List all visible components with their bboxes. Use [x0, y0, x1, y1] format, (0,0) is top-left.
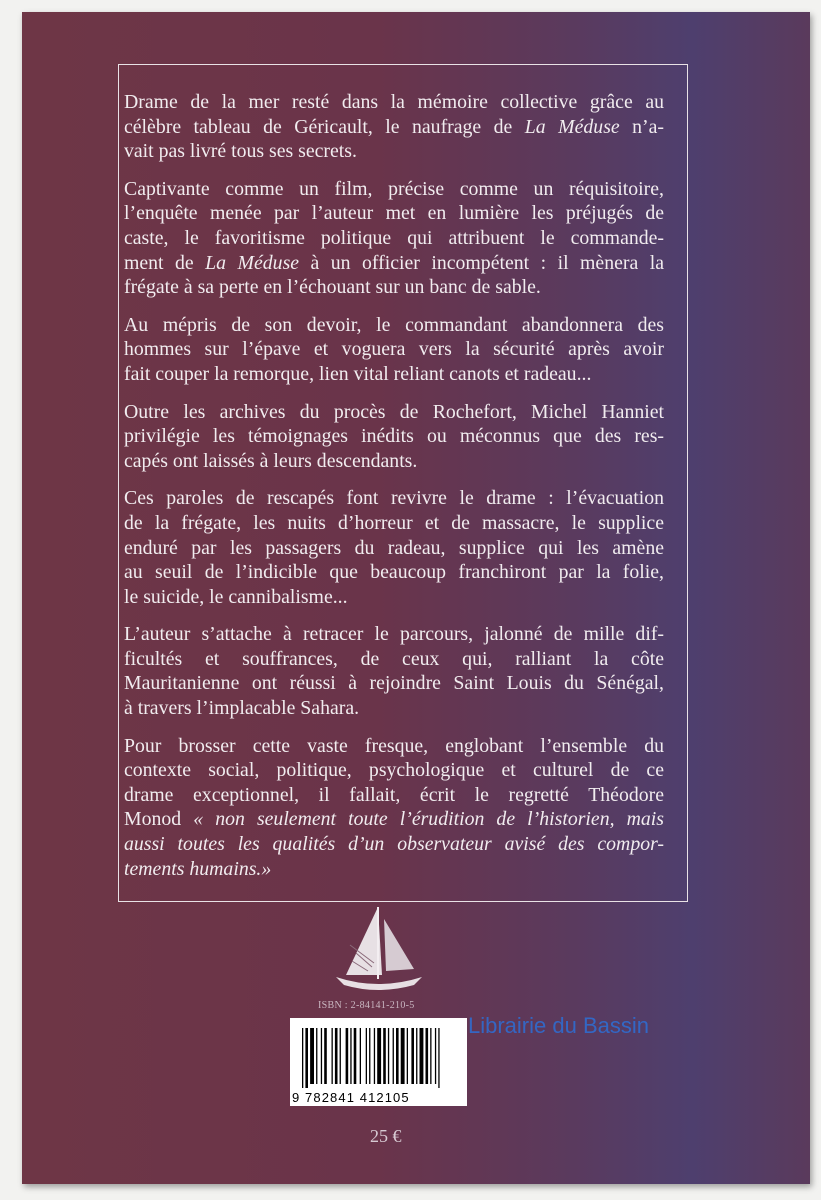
barcode-bars [302, 1028, 458, 1088]
italic-text: « non seulement toute l’érudition de l’historien, mais [193, 808, 664, 831]
paragraph [124, 313, 664, 387]
barcode-bar [374, 1028, 375, 1084]
text-segment: l’enquête menée par l’auteur met en lumière les préjugés de [124, 202, 664, 225]
text-line [124, 400, 664, 425]
barcode-bar [393, 1028, 394, 1084]
text-segment: le suicide, le cannibalisme... [124, 585, 348, 608]
barcode-bar [366, 1028, 367, 1084]
text-segment: Drame de la mer resté dans la mémoire collective grâce au [124, 91, 664, 113]
text-segment: drame exceptionnel, il fallait, écrit le regretté Théodore [124, 783, 664, 806]
text-line [124, 511, 664, 536]
text-segment: à travers l’implacable Sahara. [124, 697, 360, 720]
text-line [124, 90, 664, 115]
paragraph [124, 400, 664, 474]
barcode-digits: 9 782841 412105 [292, 1090, 410, 1105]
barcode-bar [340, 1028, 341, 1084]
isbn-label: ISBN : 2-84141-210-5 [318, 1000, 415, 1011]
text-line [124, 832, 664, 857]
text-segment: Monod [124, 808, 194, 831]
barcode-bar [383, 1028, 386, 1084]
barcode-bar [350, 1028, 351, 1084]
text-segment: Ces paroles de rescapés font revivre le drame : l’évacuation [124, 487, 664, 510]
text-segment: Pour brosser cette vaste fresque, englobant l’ensemble du [124, 734, 664, 757]
text-segment: caste, le favoritisme politique qui attribuent le commande- [124, 226, 664, 249]
barcode-bar [316, 1028, 317, 1084]
text-segment: au seuil de l’indicible que beaucoup franchiront par la folie, [124, 561, 664, 584]
text-line [124, 734, 664, 759]
barcode-bar [346, 1028, 349, 1084]
barcode-bar [430, 1028, 431, 1084]
text-segment: fait couper la remorque, lien vital reliant canots et radeau... [124, 362, 592, 385]
italic-text: La Méduse [524, 115, 620, 138]
text-line [124, 536, 664, 561]
barcode-bar [435, 1028, 436, 1084]
text-segment: vait pas livré tous ses secrets. [124, 140, 357, 163]
text-segment: Au mépris de son devoir, le commandant abandonnera des [124, 313, 664, 336]
barcode-bar [310, 1028, 314, 1084]
text-line [124, 139, 664, 164]
barcode-bar [396, 1028, 399, 1084]
text-line [124, 362, 664, 387]
text-line [124, 275, 664, 300]
barcode-bar [438, 1028, 439, 1088]
text-line [124, 337, 664, 362]
barcode [290, 1018, 467, 1106]
barcode-bar [369, 1028, 370, 1084]
text-line [124, 671, 664, 696]
text-line [124, 647, 664, 672]
barcode-bar [321, 1028, 322, 1084]
italic-text: aussi toutes les qualités d’un observateur avisé des compor- [124, 833, 664, 856]
text-segment: capés ont laissés à leurs descendants. [124, 449, 418, 472]
italic-text: La Méduse [205, 251, 300, 274]
text-line [124, 251, 664, 276]
barcode-bar [324, 1028, 327, 1084]
price-label: 25 € [370, 1126, 402, 1146]
text-line [124, 622, 664, 647]
barcode-bar [302, 1028, 303, 1088]
sailing-ship-logo-icon [328, 905, 428, 995]
text-segment: privilégie les témoignages inédits ou méconnus que des res- [124, 425, 664, 448]
blurb-text [124, 90, 664, 894]
text-segment: Outre les archives du procès de Rochefort, Michel Hanniet [124, 400, 664, 423]
text-segment: ment de [124, 251, 206, 274]
paragraph [124, 734, 664, 882]
text-segment: Mauritanienne ont réussi à rejoindre Saint Louis du Sénégal, [124, 672, 664, 695]
text-line [124, 758, 664, 783]
barcode-bar [407, 1028, 408, 1084]
text-segment: ficultés et souffrances, de ceux qui, ralliant la côte [124, 647, 664, 670]
text-line [124, 807, 664, 832]
text-segment: célèbre tableau de Géricault, le naufrage de [124, 115, 525, 138]
text-line [124, 486, 664, 511]
text-line [124, 226, 664, 251]
watermark-text: Librairie du Bassin [468, 1013, 649, 1038]
text-line [124, 560, 664, 585]
barcode-bar [354, 1028, 357, 1084]
text-line [124, 201, 664, 226]
text-line [124, 696, 664, 721]
barcode-bar [305, 1028, 308, 1088]
text-segment: contexte social, politique, psychologique et culturel de ce [124, 759, 664, 782]
text-line [124, 424, 664, 449]
text-segment: à un officier incompétent : il mènera la [299, 251, 664, 274]
paragraph [124, 622, 664, 720]
text-line [124, 313, 664, 338]
text-line [124, 857, 664, 882]
barcode-bar [377, 1028, 381, 1084]
text-segment: de la frégate, les nuits d’horreur et de massacre, le supplice [124, 511, 664, 534]
text-line [124, 585, 664, 610]
text-segment: frégate à sa perte en l’échouant sur un banc de sable. [124, 276, 541, 299]
barcode-bar [335, 1028, 338, 1084]
barcode-bar [360, 1028, 361, 1084]
text-segment: hommes sur l’épave et voguera vers la sécurité après avoir [124, 338, 664, 361]
paragraph [124, 90, 664, 164]
text-segment: L’auteur s’attache à retracer le parcours, jalonné de mille dif- [124, 623, 664, 646]
text-line [124, 783, 664, 808]
barcode-bar [332, 1028, 333, 1084]
text-line [124, 449, 664, 474]
text-line [124, 115, 664, 140]
barcode-bar [416, 1028, 417, 1084]
paragraph [124, 177, 664, 300]
text-line [124, 177, 664, 202]
italic-text: tements humains.» [124, 857, 272, 880]
barcode-bar [420, 1028, 424, 1084]
text-segment: enduré par les passagers du radeau, supplice qui les amène [124, 536, 664, 559]
barcode-bar [401, 1028, 405, 1084]
paragraph [124, 486, 664, 609]
text-segment: Captivante comme un film, précise comme un réquisitoire, [124, 177, 664, 200]
barcode-bar [411, 1028, 414, 1084]
barcode-bar [426, 1028, 429, 1084]
barcode-bar [388, 1028, 389, 1084]
text-segment: n’a- [619, 115, 664, 138]
